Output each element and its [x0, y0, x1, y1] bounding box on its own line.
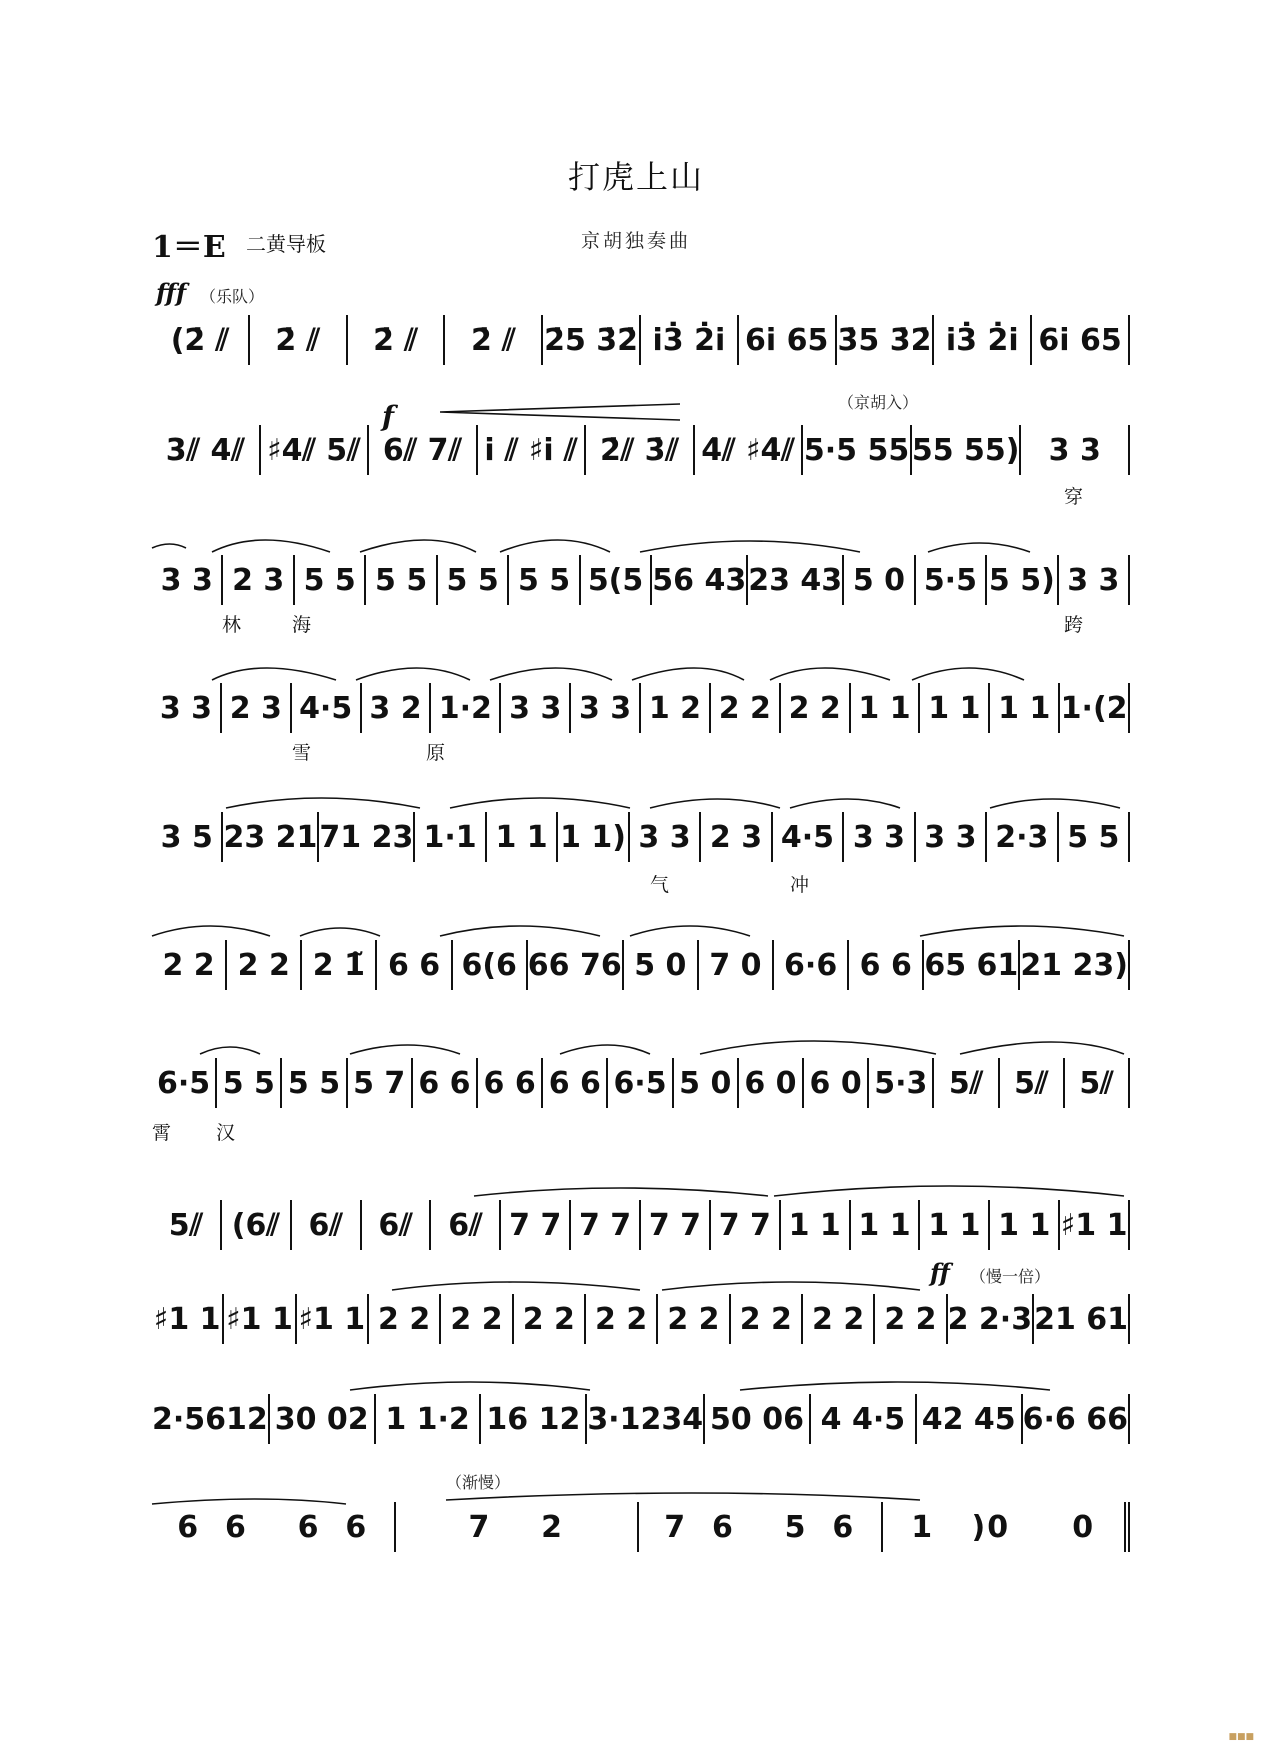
measure: 2 2	[514, 1294, 586, 1344]
measure: 21 23)	[1020, 940, 1130, 990]
measure: 5 5	[509, 555, 580, 605]
measure: 5 5	[282, 1058, 347, 1108]
measure: 1 1	[920, 683, 990, 733]
measure: 5 7	[348, 1058, 413, 1108]
measure: i3̇ 2̇i	[641, 315, 739, 365]
measure: ♯1 1	[152, 1294, 224, 1344]
measure: 2 2	[731, 1294, 803, 1344]
lyric-xiao: 霄	[152, 1122, 172, 1144]
measure: 2̇ ⫽	[348, 315, 446, 365]
measure: 2 2	[441, 1294, 513, 1344]
measure: 5(5	[581, 555, 652, 605]
measure: 3 3	[152, 683, 222, 733]
lyric-lin: 林	[222, 614, 242, 636]
measure: 2 3	[222, 683, 292, 733]
notation-row	[152, 315, 1130, 365]
measures	[152, 1394, 1130, 1444]
measure: 2 2	[586, 1294, 658, 1344]
measure: 2 2	[369, 1294, 441, 1344]
slur	[920, 926, 1124, 936]
measure: 1·2	[431, 683, 501, 733]
slur	[212, 540, 330, 552]
slur	[356, 668, 470, 680]
slur	[490, 668, 612, 680]
measure: 3 3	[501, 683, 571, 733]
measures	[152, 315, 1130, 365]
measure: 2 2·3	[948, 1294, 1034, 1344]
measure: 6⫽	[362, 1200, 432, 1250]
dynamic-ff: ff	[930, 1258, 950, 1287]
slow-double-marking: （慢一倍）	[970, 1267, 1051, 1286]
measure: 6⫽	[292, 1200, 362, 1250]
measure: 5 0	[624, 940, 699, 990]
measure: 23 43	[748, 555, 844, 605]
measure: 5 5	[366, 555, 437, 605]
measure: 5⫽	[934, 1058, 999, 1108]
measure: 1 1	[487, 812, 558, 862]
measures	[152, 1502, 1130, 1552]
measure: 1 2	[641, 683, 711, 733]
measure: 7 2	[396, 1502, 640, 1552]
slur	[960, 1042, 1124, 1054]
measure: 4·5	[292, 683, 362, 733]
measure: 3 3	[916, 812, 987, 862]
slur	[360, 540, 476, 552]
slur	[630, 926, 750, 936]
measures	[152, 940, 1130, 990]
measure: 3 3	[152, 555, 223, 605]
measure: 5⫽	[1065, 1058, 1130, 1108]
measure: 2 2	[227, 940, 302, 990]
measures	[152, 1200, 1130, 1250]
measure: 1 1	[851, 683, 921, 733]
measure: 1 1	[990, 1200, 1060, 1250]
crescendo-hairpin	[440, 404, 680, 420]
slur	[700, 1041, 936, 1054]
measure: 6·6	[774, 940, 849, 990]
measure: 7 7	[711, 1200, 781, 1250]
measure: 2·5612	[152, 1394, 270, 1444]
lyric-yuan: 原	[426, 742, 446, 764]
lyric-kua: 跨	[1064, 614, 1084, 636]
slur	[212, 668, 336, 680]
subtitle: 京胡独奏曲	[580, 230, 691, 252]
measure: 2 3	[701, 812, 772, 862]
slur	[300, 928, 380, 936]
slur	[152, 926, 270, 936]
measure: 7 7	[571, 1200, 641, 1250]
slur	[392, 1282, 640, 1290]
measure: (2̇ ⫽	[152, 315, 250, 365]
measure: 50 06	[705, 1394, 811, 1444]
measure: 6⫽ 7⫽	[369, 425, 478, 475]
slur	[446, 1493, 920, 1500]
slur	[990, 799, 1120, 808]
measure: 6·6 66	[1023, 1394, 1130, 1444]
dynamic-fff: fff	[156, 278, 187, 307]
measure: 1·1	[415, 812, 486, 862]
measure: 16 12	[481, 1394, 587, 1444]
measure: 1·(2	[1060, 683, 1130, 733]
measure: 23 21	[223, 812, 319, 862]
measure: 6 6	[413, 1058, 478, 1108]
measure: 1 1	[851, 1200, 921, 1250]
slur	[640, 541, 860, 552]
lyric-hai: 海	[292, 614, 312, 636]
measure: 2 2	[781, 683, 851, 733]
measure: 6⫽	[431, 1200, 501, 1250]
measure: 2·3	[987, 812, 1058, 862]
measures	[152, 425, 1130, 475]
slur	[650, 799, 780, 808]
measure: 3̇5 3̇2̇	[837, 315, 935, 365]
measure: 6i 65	[739, 315, 837, 365]
slur	[200, 1047, 260, 1054]
band-marking: （乐队）	[200, 287, 265, 306]
measure: 5·3	[869, 1058, 934, 1108]
notation-row	[152, 555, 1130, 605]
slur	[450, 798, 630, 808]
measure: 2̇⫽ 3̇⫽	[586, 425, 695, 475]
measure: 6 6	[377, 940, 452, 990]
slur	[560, 1045, 650, 1054]
measure: 5 5	[295, 555, 366, 605]
measure: 3 3	[1021, 425, 1130, 475]
notation-row	[152, 812, 1130, 862]
measure: 3 3	[571, 683, 641, 733]
measure: 3⫽ 4⫽	[152, 425, 261, 475]
measure: 6 0	[739, 1058, 804, 1108]
slur	[440, 926, 600, 936]
measure: 1 )0 0	[883, 1502, 1131, 1552]
lyric-chong: 冲	[790, 874, 810, 896]
measure: i ⫽ ♯i ⫽	[478, 425, 587, 475]
measure: 2 2	[658, 1294, 730, 1344]
jinghu-entry-marking: （京胡入）	[838, 393, 919, 412]
measure: 6·5	[608, 1058, 673, 1108]
measure: 6i 65	[1032, 315, 1130, 365]
measures	[152, 555, 1130, 605]
measure: 6 6	[849, 940, 924, 990]
measure: 4·5	[773, 812, 844, 862]
gradual-slow-marking: （渐慢）	[446, 1473, 511, 1492]
measure: i3̇ 2̇i	[934, 315, 1032, 365]
measure: 66 76	[528, 940, 624, 990]
slur	[928, 543, 1030, 552]
measure: 1 1	[990, 683, 1060, 733]
measure: 5 0	[844, 555, 915, 605]
measure: 4̇⫽ ♯4̇⫽	[695, 425, 804, 475]
slur	[474, 1188, 768, 1196]
measure: 5 5	[1059, 812, 1130, 862]
notation-row	[152, 1294, 1130, 1344]
measure: 6 6	[543, 1058, 608, 1108]
dynamic-f: f	[382, 400, 395, 433]
measure: 56 43	[652, 555, 748, 605]
slur	[350, 1382, 590, 1390]
slur	[662, 1282, 920, 1290]
measure: 1 1	[781, 1200, 851, 1250]
measure: 42 45	[917, 1394, 1023, 1444]
measure: 21 61	[1034, 1294, 1130, 1344]
measure: ♯1 1	[224, 1294, 296, 1344]
slur	[500, 540, 610, 552]
slur	[152, 544, 186, 548]
measure: 1 1·2	[376, 1394, 482, 1444]
lyric-han: 汉	[216, 1122, 236, 1144]
notation-row	[152, 1394, 1130, 1444]
measure: 6(6	[453, 940, 528, 990]
measure: 1 1)	[558, 812, 629, 862]
measure: 2 2	[803, 1294, 875, 1344]
slur	[350, 1045, 460, 1054]
measure: 3·1234	[587, 1394, 705, 1444]
measure: 2̇ ⫽	[445, 315, 543, 365]
page-title: 打虎上山	[567, 158, 704, 196]
measure: 5 5	[438, 555, 509, 605]
notation-row	[152, 425, 1130, 475]
measures	[152, 1058, 1130, 1108]
measure: 7 7	[501, 1200, 571, 1250]
measure: 5·5 55	[803, 425, 912, 475]
measure: 6 0	[804, 1058, 869, 1108]
measure: 55 55)	[912, 425, 1022, 475]
slur	[912, 668, 1024, 680]
measures	[152, 683, 1130, 733]
measure: 7 6 5 6	[639, 1502, 883, 1552]
measure: 4 4·5	[811, 1394, 917, 1444]
slur	[632, 668, 744, 680]
measure: 2 2	[711, 683, 781, 733]
measure: 2̇5 3̇2̇	[543, 315, 641, 365]
measure: 5 5)	[987, 555, 1058, 605]
notation-row	[152, 1058, 1130, 1108]
slur	[740, 1382, 1050, 1390]
measures	[152, 812, 1130, 862]
lyric-chuan: 穿	[1064, 486, 1084, 508]
measure: 3 3	[630, 812, 701, 862]
measure: 2 1̃	[302, 940, 377, 990]
measure: 3 2	[362, 683, 432, 733]
slur	[226, 798, 420, 808]
measure: 71 23	[319, 812, 415, 862]
lyric-qi: 气	[650, 874, 670, 896]
measure: 2̇ ⫽	[250, 315, 348, 365]
slur	[790, 799, 900, 808]
measure: 30 02	[270, 1394, 376, 1444]
measure: 3 3	[844, 812, 915, 862]
key-signature: 1＝E	[152, 230, 226, 265]
measure: 6 6	[478, 1058, 543, 1108]
measures	[152, 1294, 1130, 1344]
measure: 1 1	[920, 1200, 990, 1250]
lyric-xue: 雪	[292, 742, 312, 764]
measure: 2 2	[875, 1294, 947, 1344]
measure: 5 0	[674, 1058, 739, 1108]
measure: ♯1 1	[1060, 1200, 1130, 1250]
notation-row	[152, 683, 1130, 733]
slur	[770, 668, 890, 680]
measure: (6⫽	[222, 1200, 292, 1250]
measure: 65 61	[924, 940, 1020, 990]
notation-row	[152, 1502, 1130, 1552]
notation-row	[152, 940, 1130, 990]
measure: 5⫽	[1000, 1058, 1065, 1108]
watermark: ■■■	[1228, 1732, 1254, 1742]
notation-row	[152, 1200, 1130, 1250]
tempo-marking: 二黄导板	[246, 232, 326, 256]
measure: ♯4⫽ 5⫽	[261, 425, 370, 475]
measure: 5·5	[916, 555, 987, 605]
measure: 7 0	[699, 940, 774, 990]
measure: 2 3	[223, 555, 294, 605]
measure: 7 7	[641, 1200, 711, 1250]
measure: 3 5	[152, 812, 223, 862]
measure: 5 5	[217, 1058, 282, 1108]
measure: 6·5	[152, 1058, 217, 1108]
measure: 2 2	[152, 940, 227, 990]
measure: 3 3	[1059, 555, 1130, 605]
measure: 6 6 6 6	[152, 1502, 396, 1552]
slur	[774, 1186, 1124, 1196]
measure: 5⫽	[152, 1200, 222, 1250]
measure: ♯1 1	[297, 1294, 369, 1344]
